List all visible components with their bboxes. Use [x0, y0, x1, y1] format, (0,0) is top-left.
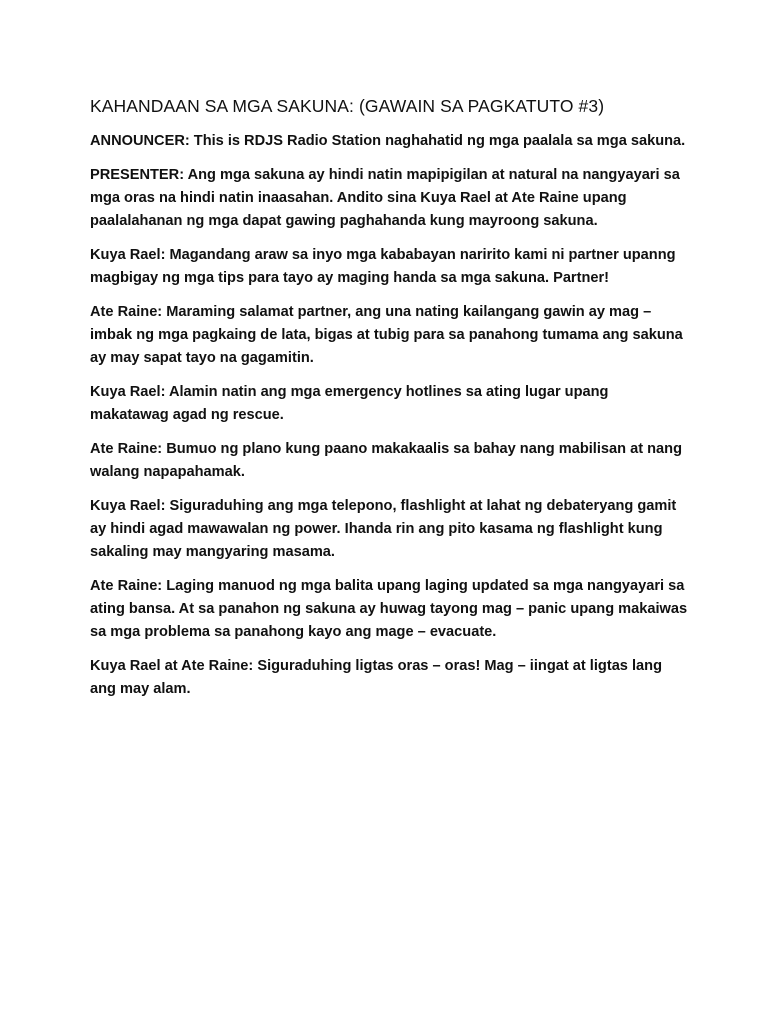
paragraph-kuya-rael-1: Kuya Rael: Magandang araw sa inyo mga kababayan naririto kami ni partner upanng magbigay ng mga tips para tayo ay maging handa sa mga sakuna. Partner! [90, 246, 676, 287]
paragraph-kuya-rael-2: Kuya Rael: Alamin natin ang mga emergency hotlines sa ating lugar upang makatawag agad ng rescue. [90, 383, 609, 424]
paragraph-closing: Kuya Rael at Ate Raine: Siguraduhing ligtas oras – oras! Mag – iingat at ligtas lang ang may alam. [90, 657, 662, 698]
paragraph-kuya-rael-3: Kuya Rael: Siguraduhing ang mga telepono, flashlight at lahat ng debateryang gamit ay hindi agad mawawalan ng power. Ihanda rin ang pito kasama ng flashlight kung sakaling may mangyaring masama. [90, 497, 677, 561]
document-page [90, 94, 690, 712]
paragraph-ate-raine-2: Ate Raine: Bumuo ng plano kung paano makakaalis sa bahay nang mabilisan at nang walang napapahamak. [90, 440, 682, 480]
document-title: KAHANDAAN SA MGA SAKUNA: (GAWAIN SA PAGKATUTO #3) [90, 96, 605, 116]
paragraph-announcer: ANNOUNCER: This is RDJS Radio Station naghahatid ng mga paalala sa mga sakuna. [90, 133, 686, 149]
paragraph-ate-raine-3: Ate Raine: Laging manuod ng mga balita upang laging updated sa mga nangyayari sa ating bansa. At sa panahon ng sakuna ay huwag tayong mag – panic upang makaiwas sa mga problema sa panahong kayo ang mage – evacuate. [90, 577, 688, 641]
paragraph-ate-raine-1: Ate Raine: Maraming salamat partner, ang una nating kailangang gawin ay mag – imbak ng mga pagkaing de lata, bigas at tubig para sa panahong tumama ang sakuna ay may sapat tayo na gagamitin. [90, 303, 683, 367]
paragraph-presenter: PRESENTER: Ang mga sakuna ay hindi natin mapipigilan at natural na nangyayari sa mga oras na hindi natin inaasahan. Andito sina Kuya Rael at Ate Raine upang paalalahanan ng mga dapat gawing paghahanda kung mayroong sakuna. [90, 166, 680, 230]
